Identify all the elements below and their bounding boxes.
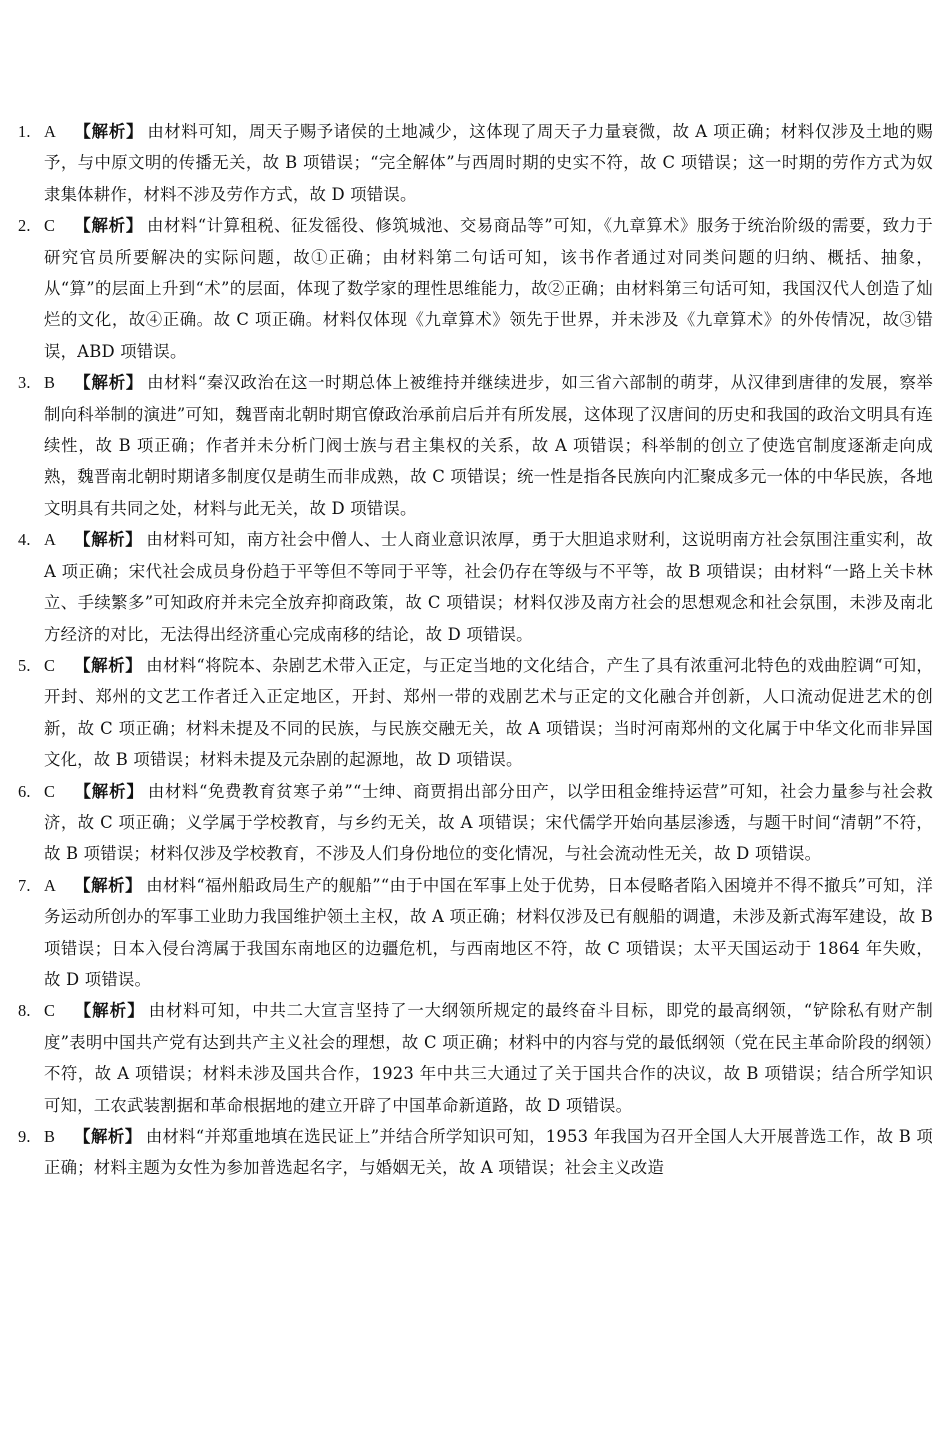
answer-item-9 <box>18 1121 933 1184</box>
question-number: 1. <box>18 122 31 141</box>
analysis-tag: 【解析】 <box>74 216 144 236</box>
answer-item-3 <box>18 367 933 524</box>
question-number: 5. <box>18 655 31 675</box>
analysis-tag: 【解析】 <box>74 655 143 675</box>
question-number: 6. <box>18 781 31 801</box>
question-number: 8. <box>18 1001 31 1021</box>
analysis-text: 由材料“秦汉政治在这一时期总体上被维持并继续进步，如三省六部制的萌芽，从汉律到唐律的发展，察举制向科举制的演进”可知，魏晋南北朝时期官僚政治承前启后并有所发展，这体现了汉唐间的历史和我国的政治文明具有连续性，故 B 项正确；作者并未分析门阀士族与君主集权的关系，故 A 项错误；科举制的创立了使选官制度逐渐走向成熟，魏晋南北朝时期诸多制度仅是萌生而非成熟，故 C 项错误；统一性是指各民族向内汇聚成多元一体的中华民族，各地文明具有共同之处，材料与此无关，故 D 项错误。 <box>44 373 934 518</box>
analysis-text: 由材料可知，南方社会中僧人、士人商业意识浓厚，勇于大胆追求财利，这说明南方社会氛围注重实利，故 A 项正确；宋代社会成员身份趋于平等但不等同于平等，社会仍存在等级与不平等，故 B 项错误；由材料“一路上关卡林立、手续繁多”可知政府并未完全放弃抑商政策，故 C 项错误；材料仅涉及南方社会的思想观念和社会氛围，未涉及南北方经济的对比，无法得出经济重心完成南移的结论，故 D 项错误。 <box>44 530 934 644</box>
answer-item-2 <box>18 210 933 367</box>
question-number: 7. <box>18 875 31 895</box>
question-number: 3. <box>18 373 31 393</box>
analysis-tag: 【解析】 <box>74 875 143 895</box>
answer-choice: B <box>44 1127 56 1146</box>
analysis-tag: 【解析】 <box>74 1001 145 1021</box>
answer-choice: B <box>44 373 56 393</box>
question-number: 4. <box>18 530 31 550</box>
answer-choice: C <box>44 1001 56 1021</box>
answer-item-4 <box>18 524 933 650</box>
analysis-text: 由材料“免费教育贫寒子弟”“士绅、商贾捐出部分田产，以学田租金维持运营”可知，社会力量参与社会救济，故 C 项正确；义学属于学校教育，与乡约无关，故 A 项错误；宋代儒学开始向基层渗透，与题干时间“清朝”不符，故 B 项错误；材料仅涉及学校教育，不涉及人们身份地位的变化情况，与社会流动性无关，故 D 项错误。 <box>44 781 934 864</box>
answer-item-5 <box>18 650 933 776</box>
answer-choice: C <box>44 216 56 236</box>
analysis-text: 由材料“将院本、杂剧艺术带入正定，与正定当地的文化结合，产生了具有浓重河北特色的戏曲腔调“可知，开封、郑州的文艺工作者迁入正定地区，开封、郑州一带的戏剧艺术与正定的文化融合并创新，人口流动促进艺术的创新，故 C 项正确；材料未提及不同的民族，与民族交融无关，故 A 项错误；当时河南郑州的文化属于中华文化而非异国文化，故 B 项错误；材料未提及元杂剧的起源地，故 D 项错误。 <box>44 655 934 770</box>
analysis-text: 由材料“福州船政局生产的舰船”“由于中国在军事上处于优势，日本侵略者陷入困境并不得不撤兵”可知，洋务运动所创办的军事工业助力我国维护领土主权，故 A 项正确；材料仅涉及已有舰船的调遣，未涉及新式海军建设，故 B 项错误；日本入侵台湾属于我国东南地区的边疆危机，与西南地区不符，故 C 项错误；太平天国运动于 1864 年失败，故 D 项错误。 <box>44 875 933 989</box>
analysis-text: 由材料可知，周天子赐予诸侯的土地减少，这体现了周天子力量衰微，故 A 项正确；材料仅涉及土地的赐予，与中原文明的传播无关，故 B 项错误；“完全解体”与西周时期的史实不符，故 C 项错误；这一时期的劳作方式为奴隶集体耕作，材料不涉及劳作方式，故 D 项错误。 <box>44 122 933 204</box>
analysis-text: 由材料“并郑重地填在选民证上”并结合所学知识可知，1953 年我国为召开全国人大开展普选工作，故 B 项正确；材料主题为女性为参加普选起名字，与婚姻无关，故 A 项错误；社会主义改造 <box>44 1127 934 1178</box>
answer-item-7 <box>18 870 933 996</box>
answer-choice: C <box>44 655 56 675</box>
answer-item-6 <box>18 776 933 870</box>
answer-item-1 <box>18 116 933 210</box>
analysis-tag: 【解析】 <box>74 530 143 550</box>
analysis-tag: 【解析】 <box>74 781 144 801</box>
analysis-text: 由材料可知，中共二大宣言坚持了一大纲领所规定的最终奋斗目标，即党的最高纲领，“铲除私有财产制度”表明中国共产党有达到共产主义社会的理想，故 C 项正确；材料中的内容与党的最低纲领（党在民主革命阶段的纲领）不符，故 A 项错误；材料未涉及国共合作，1923 年中共三大通过了关于国共合作的决议，故 B 项错误；结合所学知识可知，工农武装割据和革命根据地的建立开辟了中国革命新道路，故 D 项错误。 <box>44 1001 934 1115</box>
question-number: 9. <box>18 1127 31 1146</box>
answer-choice: C <box>44 781 56 801</box>
analysis-tag: 【解析】 <box>74 122 144 141</box>
analysis-text: 由材料“计算租税、征发徭役、修筑城池、交易商品等”可知，《九章算术》服务于统治阶级的需要，致力于研究官员所要解决的实际问题，故①正确；由材料第二句话可知，该书作者通过对同类问题的归纳、概括、抽象，从“算”的层面上升到“术”的层面，体现了数学家的理性思维能力，故②正确；由材料第三句话可知，我国汉代人创造了灿烂的文化，故④正确。故 C 项正确。材料仅体现《九章算术》领先于世界，并未涉及《九章算术》的外传情况，故③错误，ABD 项错误。 <box>44 216 934 361</box>
question-number: 2. <box>18 216 31 236</box>
answer-item-8 <box>18 995 933 1121</box>
answer-choice: A <box>44 122 57 141</box>
answer-choice: A <box>44 530 57 550</box>
answer-explanations <box>18 116 933 1184</box>
analysis-tag: 【解析】 <box>74 373 144 393</box>
answer-choice: A <box>44 875 57 895</box>
analysis-tag: 【解析】 <box>74 1127 142 1146</box>
